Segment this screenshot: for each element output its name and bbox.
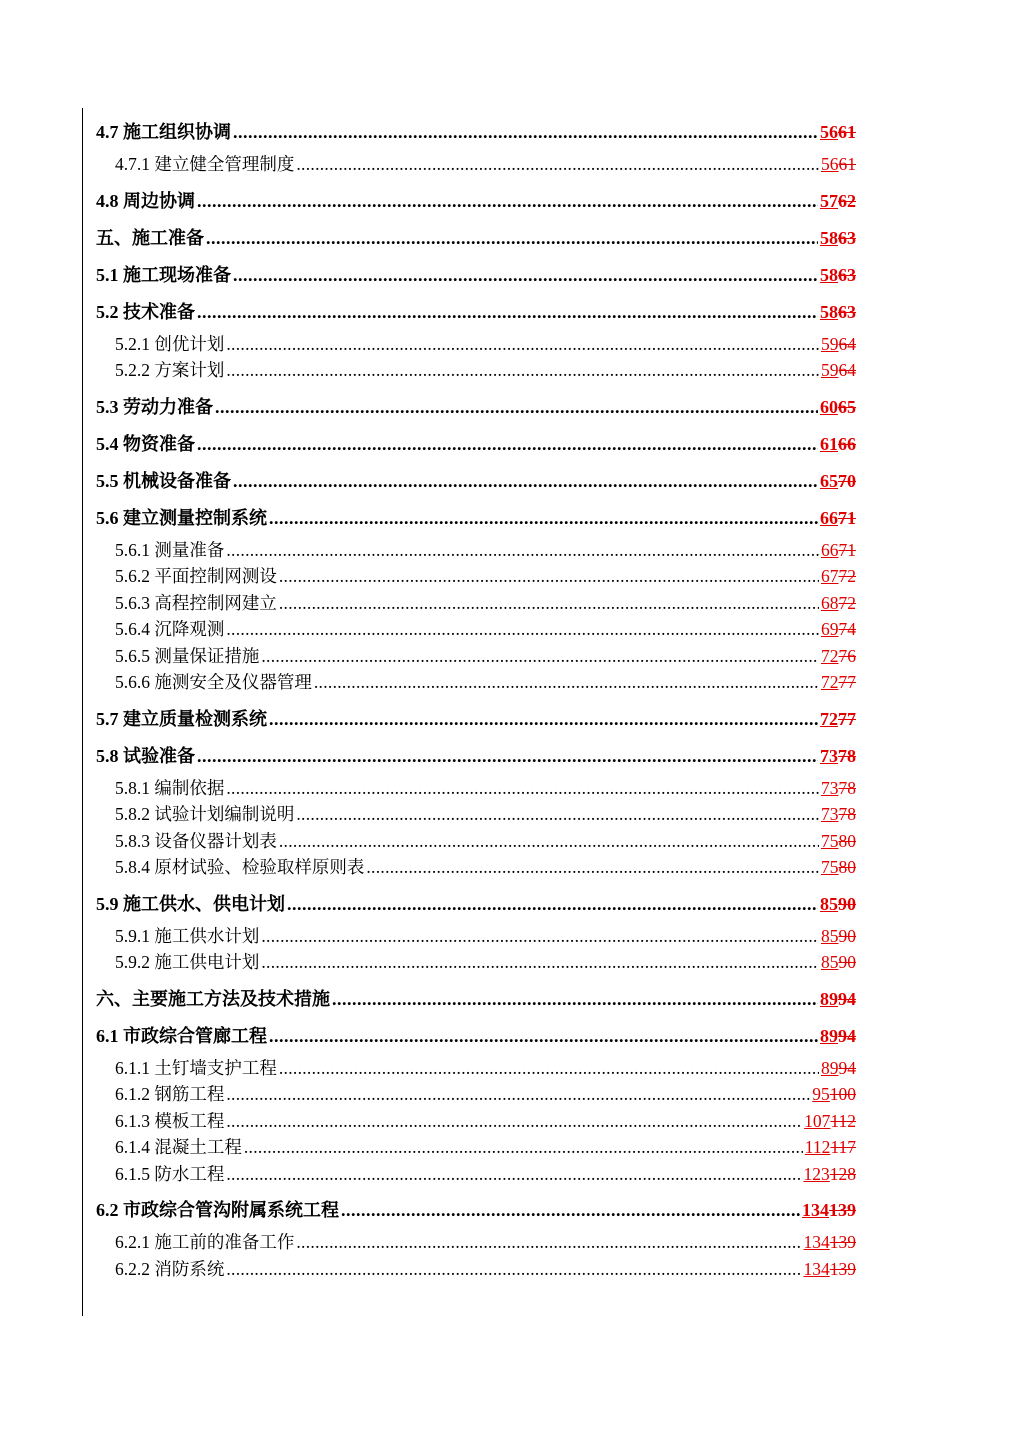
- toc-title: 5.6.5 测量保证措施: [115, 645, 260, 666]
- revised-page-number: 61: [820, 433, 838, 454]
- toc-subentry[interactable]: [96, 151, 856, 178]
- page-number: [821, 949, 856, 976]
- dot-leader: [269, 500, 818, 537]
- dot-leader: [261, 643, 819, 670]
- revised-page-number: 72: [821, 645, 839, 666]
- toc-title: 五、施工准备: [96, 227, 204, 248]
- page-number: [821, 151, 856, 178]
- deleted-page-number: 90: [838, 925, 856, 946]
- revised-page-number: 56: [821, 154, 839, 174]
- deleted-page-number: 77: [838, 672, 856, 692]
- page-number: [821, 616, 856, 643]
- dot-leader: [206, 220, 818, 257]
- toc-heading-entry[interactable]: [96, 1192, 856, 1229]
- toc-subentry[interactable]: [96, 537, 856, 564]
- deleted-page-number: 94: [838, 988, 856, 1009]
- deleted-page-number: 61: [838, 122, 856, 142]
- dot-leader: [215, 389, 818, 426]
- toc-heading-entry[interactable]: [96, 294, 856, 331]
- dot-leader: [341, 1192, 800, 1229]
- page-number: [820, 463, 856, 500]
- page-number: [820, 183, 856, 220]
- toc-title: 5.9 施工供水、供电计划: [96, 893, 285, 914]
- toc-title: 6.1.3 模板工程: [115, 1110, 225, 1131]
- deleted-page-number: 70: [838, 470, 856, 491]
- toc-title: 5.3 劳动力准备: [96, 396, 213, 417]
- toc-title: 5.4 物资准备: [96, 433, 195, 454]
- revised-page-number: 56: [820, 122, 838, 142]
- toc-subentry[interactable]: [96, 1229, 856, 1256]
- revised-page-number: 58: [820, 301, 838, 322]
- dot-leader: [226, 331, 819, 358]
- deleted-page-number: 78: [838, 777, 856, 798]
- page-number: [812, 1081, 856, 1108]
- page-number: [805, 1134, 856, 1161]
- toc-subentry[interactable]: [96, 801, 856, 828]
- deleted-page-number: 117: [830, 1137, 856, 1157]
- page-number: [821, 643, 856, 670]
- toc-title: 5.8.4 原材试验、检验取样原则表: [115, 857, 365, 877]
- revised-page-number: 69: [821, 619, 839, 639]
- dot-leader: [279, 828, 819, 855]
- toc-subentry[interactable]: [96, 1108, 856, 1135]
- deleted-page-number: 90: [838, 893, 856, 914]
- dot-leader: [226, 537, 819, 564]
- page-number: [820, 114, 856, 151]
- page-number: [804, 1108, 856, 1135]
- toc-title: 6.2.2 消防系统: [115, 1258, 225, 1279]
- dot-leader: [261, 949, 819, 976]
- page-number: [821, 669, 856, 696]
- toc-heading-entry[interactable]: [96, 1018, 856, 1055]
- page-number: [820, 886, 856, 923]
- revised-page-number: 59: [821, 333, 839, 354]
- toc-subentry[interactable]: [96, 563, 856, 590]
- dot-leader: [314, 669, 819, 696]
- deleted-page-number: 78: [838, 745, 856, 766]
- revised-page-number: 123: [803, 1163, 830, 1184]
- page-number: [804, 1229, 857, 1256]
- page-number: [821, 801, 856, 828]
- toc-title: 6.1.4 混凝土工程: [115, 1137, 242, 1157]
- toc-subentry[interactable]: [96, 357, 856, 384]
- revised-page-number: 95: [812, 1084, 830, 1104]
- deleted-page-number: 77: [838, 708, 856, 729]
- toc-heading-entry[interactable]: [96, 220, 856, 257]
- revised-page-number: 134: [802, 1200, 829, 1220]
- dot-leader: [197, 294, 818, 331]
- dot-leader: [332, 981, 818, 1018]
- toc-title: 4.8 周边协调: [96, 190, 195, 211]
- revised-page-number: 134: [803, 1232, 830, 1252]
- page-number: [821, 828, 856, 855]
- toc-heading-entry[interactable]: [96, 463, 856, 500]
- revised-page-number: 68: [821, 592, 839, 613]
- revised-page-number: 72: [821, 672, 839, 692]
- dot-leader: [296, 801, 819, 828]
- revised-page-number: 85: [820, 893, 838, 914]
- toc-title: 5.8.1 编制依据: [115, 777, 225, 798]
- deleted-page-number: 71: [838, 539, 856, 560]
- revised-page-number: 107: [804, 1110, 831, 1131]
- dot-leader: [261, 923, 819, 950]
- revised-page-number: 89: [820, 1025, 838, 1046]
- page-number: [804, 1256, 857, 1283]
- deleted-page-number: 62: [838, 190, 856, 211]
- deleted-page-number: 94: [838, 1025, 856, 1046]
- revised-page-number: 85: [821, 925, 839, 946]
- toc-subentry[interactable]: [96, 1055, 856, 1082]
- toc-subentry[interactable]: [96, 949, 856, 976]
- dot-leader: [233, 257, 818, 294]
- toc-title: 6.1 市政综合管廊工程: [96, 1025, 267, 1046]
- deleted-page-number: 63: [838, 227, 856, 248]
- dot-leader: [226, 1256, 801, 1283]
- toc-title: 5.6.2 平面控制网测设: [115, 566, 277, 586]
- dot-leader: [296, 1229, 801, 1256]
- revised-page-number: 72: [820, 708, 838, 729]
- revised-page-number: 75: [821, 830, 839, 851]
- toc-title: 5.9.2 施工供电计划: [115, 952, 260, 972]
- dot-leader: [269, 701, 818, 738]
- deleted-page-number: 90: [838, 952, 856, 972]
- toc-heading-entry[interactable]: [96, 426, 856, 463]
- revised-page-number: 73: [820, 745, 838, 766]
- deleted-page-number: 71: [838, 507, 856, 528]
- page-number: [820, 294, 856, 331]
- toc-heading-entry[interactable]: [96, 886, 856, 923]
- dot-leader: [287, 886, 818, 923]
- revised-page-number: 59: [821, 360, 839, 380]
- page-number: [820, 389, 856, 426]
- deleted-page-number: 100: [829, 1084, 856, 1104]
- toc-title: 5.1 施工现场准备: [96, 264, 231, 285]
- page-number: [820, 426, 856, 463]
- dot-leader: [279, 1055, 819, 1082]
- deleted-page-number: 80: [838, 857, 856, 877]
- deleted-page-number: 139: [829, 1258, 856, 1279]
- page-number: [821, 1055, 856, 1082]
- page-number: [821, 537, 856, 564]
- deleted-page-number: 74: [838, 619, 856, 639]
- toc-title: 5.6.1 测量准备: [115, 539, 225, 560]
- toc-heading-entry[interactable]: [96, 114, 856, 151]
- dot-leader: [233, 463, 818, 500]
- toc-heading-entry[interactable]: [96, 981, 856, 1018]
- toc-heading-entry[interactable]: [96, 500, 856, 537]
- toc-subentry[interactable]: [96, 1256, 856, 1283]
- dot-leader: [233, 114, 818, 151]
- toc-title: 5.9.1 施工供水计划: [115, 925, 260, 946]
- page-number: [821, 357, 856, 384]
- toc-title: 5.6.4 沉降观测: [115, 619, 225, 639]
- page-number: [821, 775, 856, 802]
- toc-subentry[interactable]: [96, 923, 856, 950]
- toc-title: 5.6 建立测量控制系统: [96, 507, 267, 528]
- toc-title: 5.2.2 方案计划: [115, 360, 225, 380]
- page-number: [820, 738, 856, 775]
- deleted-page-number: 63: [838, 264, 856, 285]
- dot-leader: [226, 775, 819, 802]
- deleted-page-number: 72: [838, 592, 856, 613]
- deleted-page-number: 65: [838, 396, 856, 417]
- deleted-page-number: 80: [838, 830, 856, 851]
- dot-leader: [366, 854, 819, 881]
- deleted-page-number: 139: [829, 1200, 856, 1220]
- page-number: [802, 1192, 856, 1229]
- dot-leader: [226, 616, 819, 643]
- toc-subentry[interactable]: [96, 643, 856, 670]
- toc-title: 六、主要施工方法及技术措施: [96, 988, 330, 1009]
- toc-title: 6.2.1 施工前的准备工作: [115, 1232, 295, 1252]
- toc-title: 6.1.2 钢筋工程: [115, 1084, 225, 1104]
- deleted-page-number: 112: [830, 1110, 856, 1131]
- deleted-page-number: 76: [838, 645, 856, 666]
- dot-leader: [226, 1161, 801, 1188]
- page-number: [821, 590, 856, 617]
- revised-page-number: 58: [820, 227, 838, 248]
- deleted-page-number: 128: [829, 1163, 856, 1184]
- revised-page-number: 73: [821, 777, 839, 798]
- toc-subentry[interactable]: [96, 1161, 856, 1188]
- revised-page-number: 75: [821, 857, 839, 877]
- deleted-page-number: 72: [838, 566, 856, 586]
- page-number: [821, 563, 856, 590]
- toc-subentry[interactable]: [96, 1134, 856, 1161]
- deleted-page-number: 61: [838, 154, 856, 174]
- revised-page-number: 134: [803, 1258, 830, 1279]
- toc-heading-entry[interactable]: [96, 738, 856, 775]
- toc-subentry[interactable]: [96, 854, 856, 881]
- toc-heading-entry[interactable]: [96, 389, 856, 426]
- page-number: [804, 1161, 857, 1188]
- toc-title: 5.2.1 创优计划: [115, 333, 225, 354]
- toc-subentry[interactable]: [96, 828, 856, 855]
- dot-leader: [226, 357, 819, 384]
- revised-page-number: 66: [821, 539, 839, 560]
- dot-leader: [226, 1108, 802, 1135]
- deleted-page-number: 139: [829, 1232, 856, 1252]
- revised-page-number: 57: [820, 190, 838, 211]
- page-number: [821, 854, 856, 881]
- toc-title: 6.2 市政综合管沟附属系统工程: [96, 1200, 339, 1220]
- toc-heading-entry[interactable]: [96, 183, 856, 220]
- revised-page-number: 60: [820, 396, 838, 417]
- dot-leader: [197, 426, 818, 463]
- dot-leader: [197, 738, 818, 775]
- toc-subentry[interactable]: [96, 669, 856, 696]
- toc-title: 5.2 技术准备: [96, 301, 195, 322]
- deleted-page-number: 78: [838, 804, 856, 824]
- dot-leader: [296, 151, 819, 178]
- revised-page-number: 73: [821, 804, 839, 824]
- toc-subentry[interactable]: [96, 331, 856, 358]
- page-number: [820, 257, 856, 294]
- dot-leader: [279, 563, 819, 590]
- revised-page-number: 85: [821, 952, 839, 972]
- deleted-page-number: 66: [838, 433, 856, 454]
- toc-heading-entry[interactable]: [96, 701, 856, 738]
- toc-title: 4.7.1 建立健全管理制度: [115, 154, 295, 174]
- dot-leader: [279, 590, 819, 617]
- deleted-page-number: 94: [838, 1057, 856, 1078]
- revised-page-number: 67: [821, 566, 839, 586]
- dot-leader: [269, 1018, 818, 1055]
- page-number: [820, 981, 856, 1018]
- margin-line: [82, 108, 83, 1316]
- dot-leader: [226, 1081, 810, 1108]
- page-number: [820, 701, 856, 738]
- revised-page-number: 66: [820, 507, 838, 528]
- toc-subentry[interactable]: [96, 1081, 856, 1108]
- page-number: [820, 1018, 856, 1055]
- toc-title: 5.8.3 设备仪器计划表: [115, 830, 277, 851]
- page-number: [820, 220, 856, 257]
- toc-title: 6.1.5 防水工程: [115, 1163, 225, 1184]
- toc-title: 5.8.2 试验计划编制说明: [115, 804, 295, 824]
- page-number: [820, 500, 856, 537]
- page-number: [821, 331, 856, 358]
- toc-title: 5.7 建立质量检测系统: [96, 708, 267, 729]
- revised-page-number: 89: [821, 1057, 839, 1078]
- deleted-page-number: 64: [838, 333, 856, 354]
- toc-title: 5.5 机械设备准备: [96, 470, 231, 491]
- toc-subentry[interactable]: [96, 775, 856, 802]
- table-of-contents: [96, 114, 856, 1282]
- revised-page-number: 89: [820, 988, 838, 1009]
- toc-title: 5.6.3 高程控制网建立: [115, 592, 277, 613]
- toc-title: 5.6.6 施测安全及仪器管理: [115, 672, 312, 692]
- toc-title: 4.7 施工组织协调: [96, 122, 231, 142]
- toc-title: 5.8 试验准备: [96, 745, 195, 766]
- toc-heading-entry[interactable]: [96, 257, 856, 294]
- toc-subentry[interactable]: [96, 616, 856, 643]
- dot-leader: [197, 183, 818, 220]
- revised-page-number: 112: [804, 1137, 831, 1157]
- deleted-page-number: 63: [838, 301, 856, 322]
- deleted-page-number: 64: [838, 360, 856, 380]
- page-number: [821, 923, 856, 950]
- dot-leader: [244, 1134, 803, 1161]
- toc-title: 6.1.1 土钉墙支护工程: [115, 1057, 277, 1078]
- revised-page-number: 58: [820, 264, 838, 285]
- toc-subentry[interactable]: [96, 590, 856, 617]
- revised-page-number: 65: [820, 470, 838, 491]
